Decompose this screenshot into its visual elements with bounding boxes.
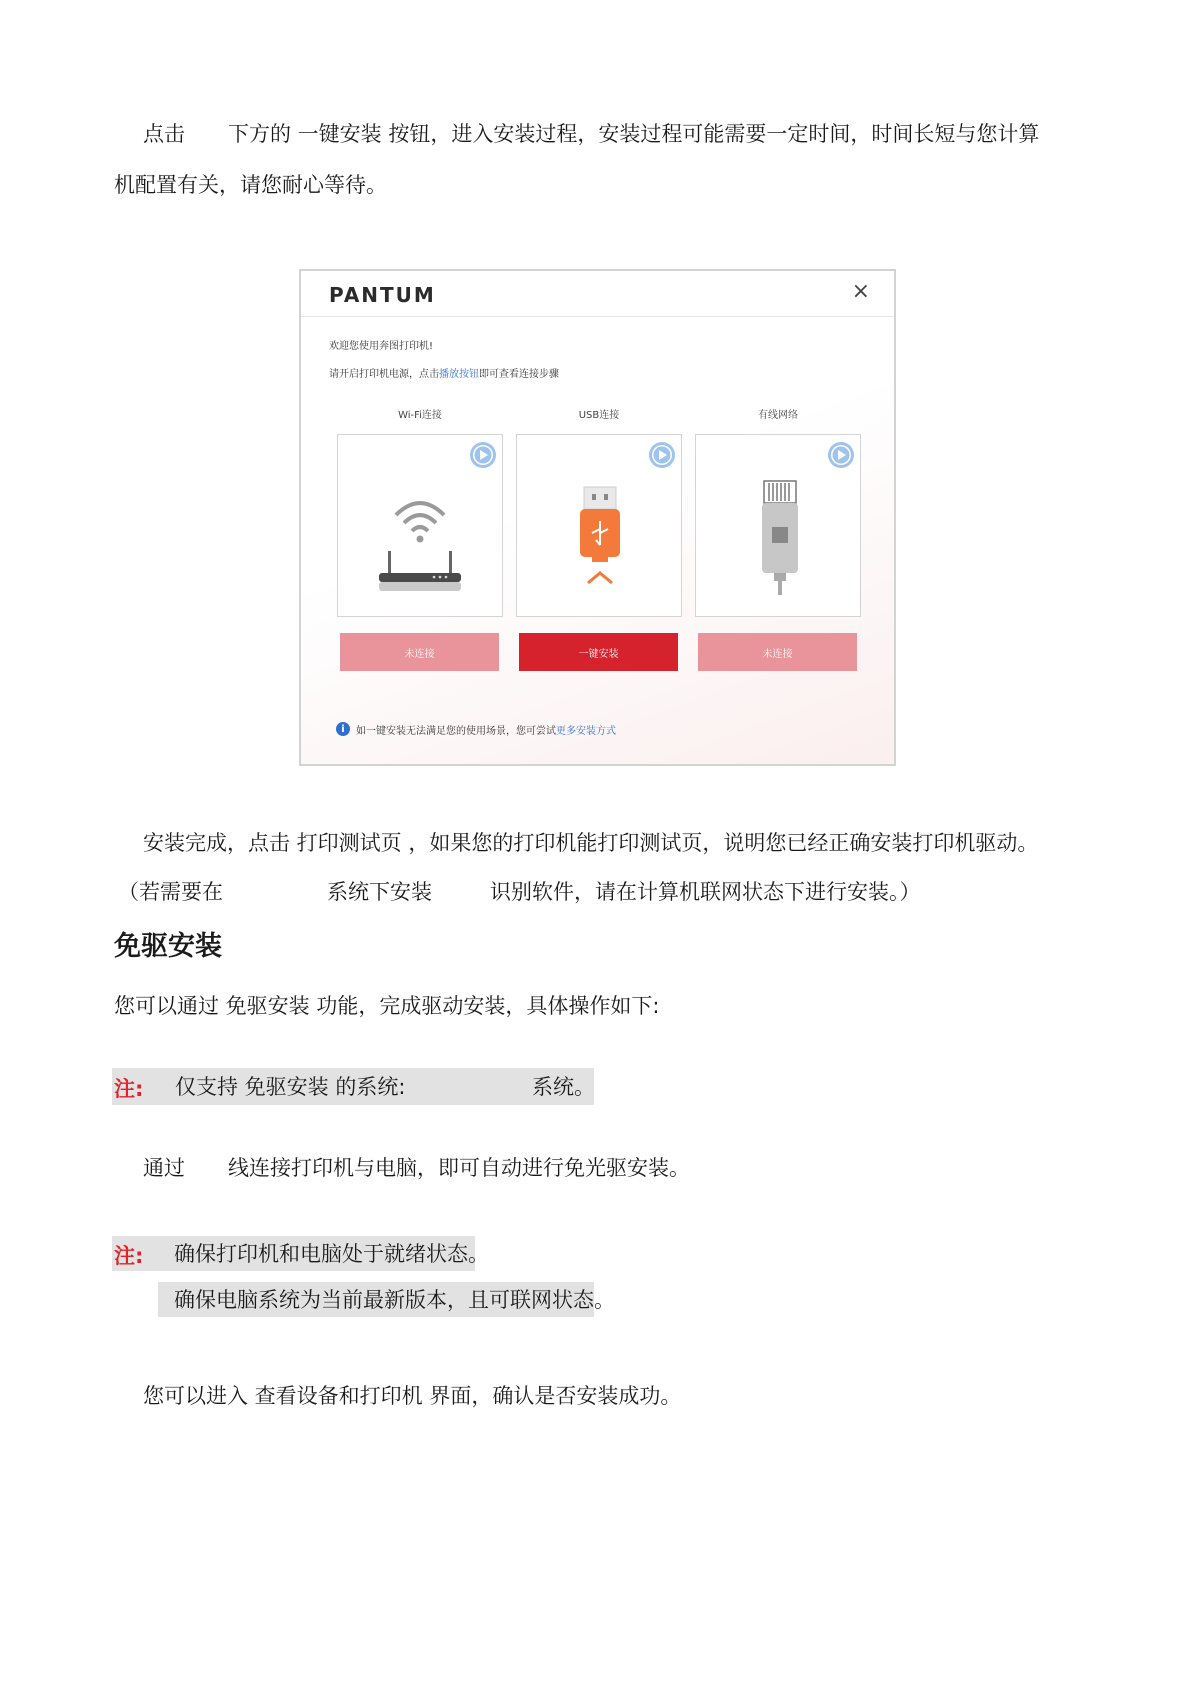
note2-line2: 确保电脑系统为当前最新版本，且可联网状态。	[174, 1288, 615, 1312]
section-heading: 免驱安装	[114, 931, 222, 962]
wifi-connect-button[interactable]: 未连接	[340, 633, 499, 671]
ethernet-connect-button[interactable]: 未连接	[698, 633, 857, 671]
hint-suffix: 即可查看连接步骤	[479, 369, 559, 380]
more-install-methods-link[interactable]: 更多安装方式	[556, 726, 616, 737]
step1-word1: 通过	[143, 1156, 185, 1180]
paragraph1-line2: 机配置有关，请您耐心等待。	[114, 173, 387, 197]
info-icon: i	[336, 722, 350, 736]
card-ethernet[interactable]	[695, 434, 861, 617]
wifi-router-icon	[374, 477, 466, 595]
paragraph1-word1: 点击	[143, 122, 185, 146]
paragraph2-line2-part3: 识别软件，请在计算机联网状态下进行安装。）	[490, 880, 921, 904]
hint-prefix: 请开启打印机电源，点击	[329, 369, 439, 380]
welcome-text: 欢迎您使用奔图打印机!	[329, 341, 434, 352]
card-usb[interactable]	[516, 434, 682, 617]
note2-line1: 确保打印机和电脑处于就绪状态。	[174, 1242, 489, 1266]
note1-text-end: 系统。	[532, 1075, 595, 1099]
one-click-install-button[interactable]: 一键安装	[519, 633, 678, 671]
pantum-logo: PANTUM	[329, 283, 436, 307]
note1-label: 注:	[114, 1077, 144, 1101]
dialog-header	[301, 271, 894, 317]
card-title-ethernet: 有线网络	[758, 410, 798, 421]
section-intro: 您可以通过 免驱安装 功能，完成驱动安装，具体操作如下:	[114, 994, 660, 1018]
card-title-wifi: Wi-Fi连接	[398, 410, 442, 421]
play-icon[interactable]	[469, 441, 497, 469]
card-title-usb: USB连接	[578, 410, 620, 421]
footer-text	[356, 722, 616, 737]
note1-text: 仅支持 免驱安装 的系统:	[175, 1075, 406, 1099]
paragraph1-line1: 下方的 一键安装 按钮，进入安装过程，安装过程可能需要一定时间，时间长短与您计算	[228, 122, 1040, 146]
close-icon[interactable]: ×	[851, 279, 870, 304]
play-icon[interactable]	[648, 441, 676, 469]
play-button-link[interactable]: 播放按钮	[439, 369, 479, 380]
paragraph2-line2-part2: 系统下安装	[327, 880, 432, 904]
play-icon[interactable]	[827, 441, 855, 469]
usb-drive-icon	[572, 485, 628, 595]
paragraph2-line1: 安装完成，点击 打印测试页 ，如果您的打印机能打印测试页，说明您已经正确安装打印机驱动。	[143, 831, 1039, 855]
ethernet-plug-icon	[756, 479, 804, 599]
installer-dialog	[299, 269, 896, 766]
final-text: 您可以进入 查看设备和打印机 界面，确认是否安装成功。	[143, 1384, 682, 1408]
paragraph2-line2-part1: （若需要在	[118, 880, 223, 904]
hint-text	[329, 365, 559, 380]
note2-label: 注:	[114, 1244, 144, 1268]
footer-prefix: 如一键安装无法满足您的使用场景，您可尝试	[356, 726, 556, 737]
step1-text: 线连接打印机与电脑，即可自动进行免光驱安装。	[228, 1156, 690, 1180]
card-wifi[interactable]	[337, 434, 503, 617]
